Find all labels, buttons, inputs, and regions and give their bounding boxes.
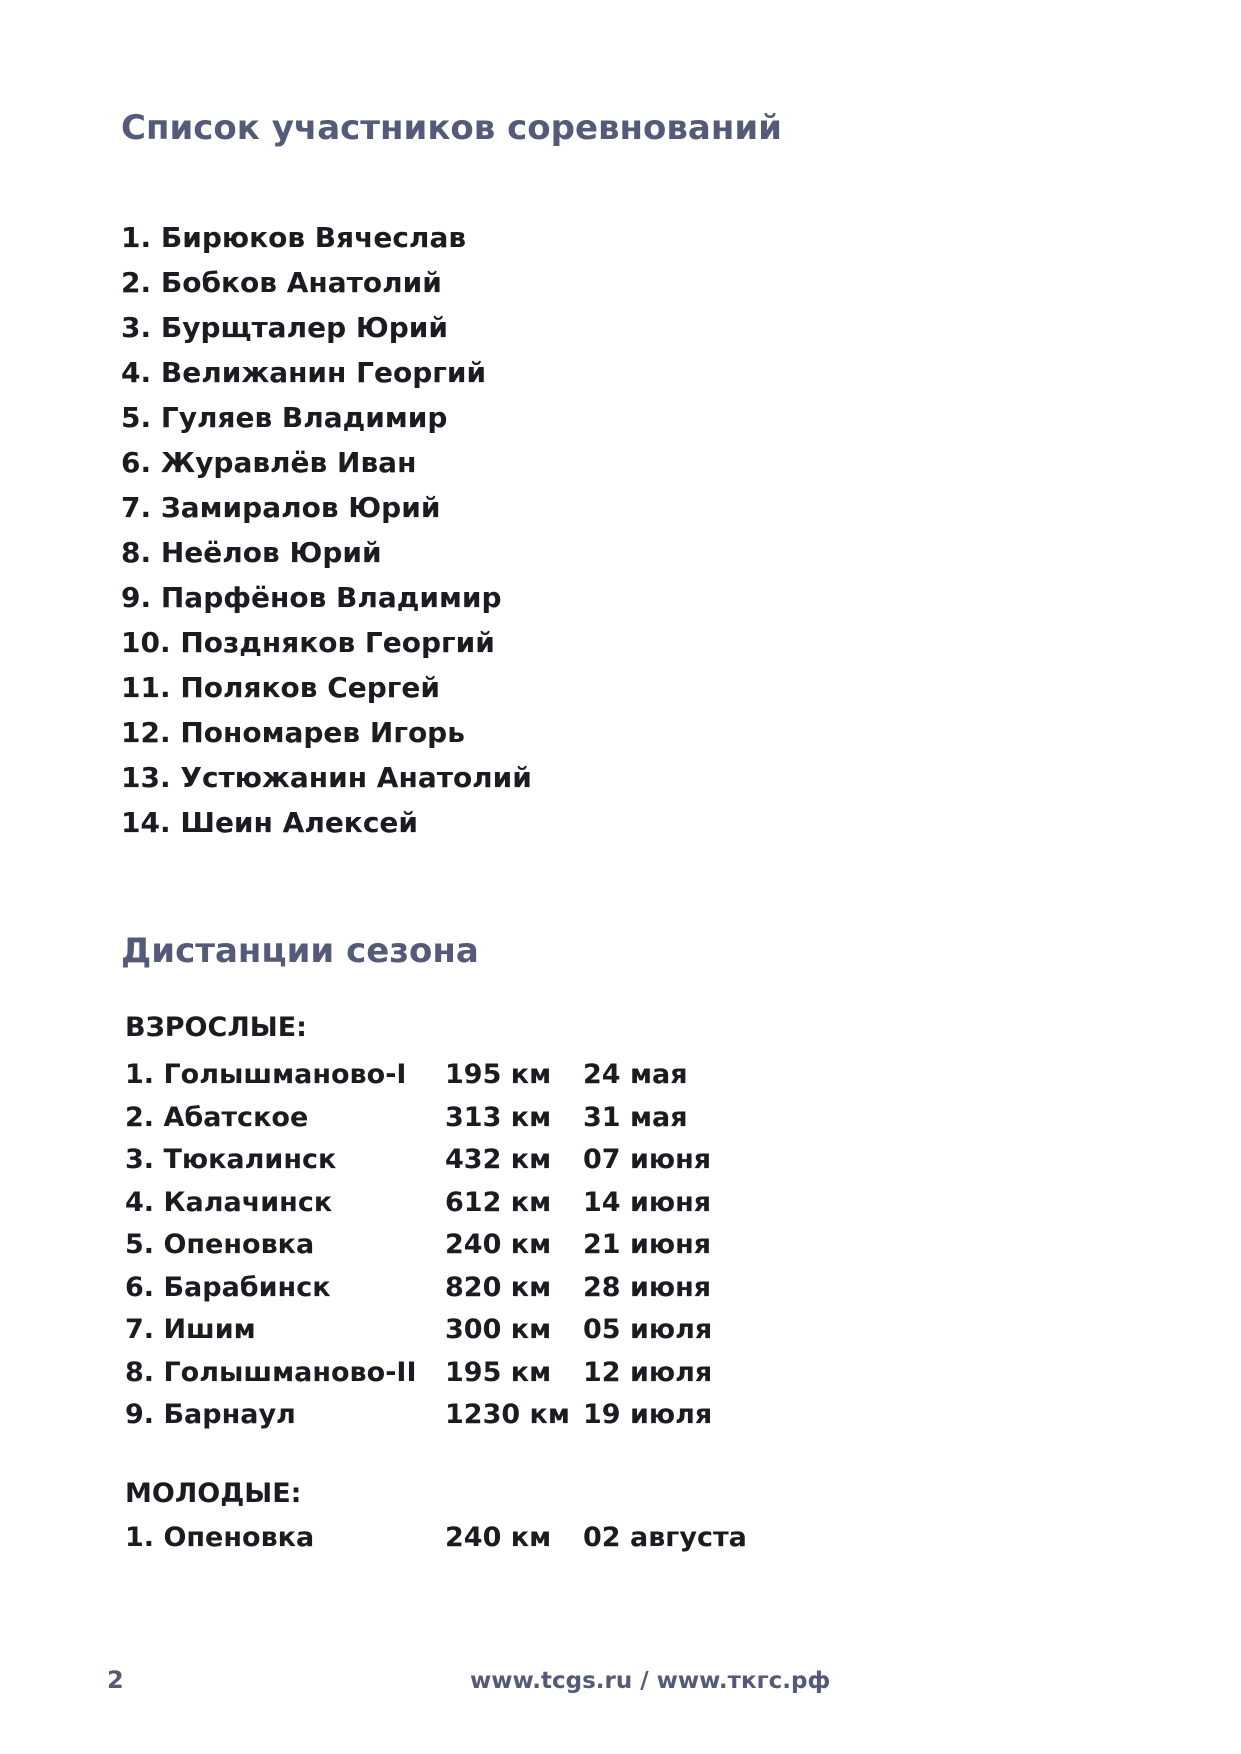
- distance-date: 05 июля: [583, 1314, 713, 1345]
- adults-label: ВЗРОСЛЫЕ:: [125, 1012, 307, 1043]
- participant-item: 4. Велижанин Георгий: [121, 356, 487, 389]
- participants-list: [121, 215, 532, 845]
- participants-title: Список участников соревнований: [121, 108, 782, 148]
- distance-date: 24 мая: [583, 1059, 688, 1090]
- participant-item: 6. Журавлёв Иван: [121, 446, 417, 479]
- distance-date: 31 мая: [583, 1101, 688, 1133]
- distance-place: 9. Барнаул: [125, 1399, 296, 1430]
- distance-km: 612 км: [445, 1186, 552, 1218]
- page-number: 2: [107, 1666, 124, 1694]
- participant-item: 12. Пономарев Игорь: [121, 716, 465, 749]
- distance-place: 6. Барабинск: [125, 1271, 331, 1303]
- distance-place: 4. Калачинск: [125, 1186, 333, 1218]
- distance-place: 5. Опеновка: [125, 1229, 315, 1260]
- distance-km: 820 км: [445, 1271, 552, 1303]
- footer-url: www.tcgs.ru / www.ткгс.рф: [470, 1668, 831, 1694]
- distance-km: 240 км: [445, 1229, 552, 1260]
- distance-date: 02 августа: [583, 1522, 747, 1553]
- participant-item: 13. Устюжанин Анатолий: [121, 761, 532, 794]
- distance-place: 3. Тюкалинск: [125, 1144, 337, 1175]
- participant-item: 8. Неёлов Юрий: [121, 536, 382, 569]
- participant-item: 14. Шеин Алексей: [121, 806, 419, 839]
- distance-place: 7. Ишим: [125, 1314, 256, 1345]
- distance-place: 1. Голышманово-I: [125, 1059, 407, 1090]
- participant-item: 10. Поздняков Георгий: [121, 626, 495, 659]
- distance-date: 28 июня: [583, 1271, 712, 1303]
- participant-item: 2. Бобков Анатолий: [121, 266, 442, 299]
- distance-km: 313 км: [445, 1101, 552, 1133]
- distance-km: 300 км: [445, 1314, 552, 1345]
- participant-item: 3. Бурщталер Юрий: [121, 311, 449, 344]
- participant-item: 9. Парфёнов Владимир: [121, 581, 502, 614]
- participant-item: 5. Гуляев Владимир: [121, 401, 448, 434]
- distance-km: 1230 км: [445, 1399, 570, 1430]
- participant-item: 11. Поляков Сергей: [121, 671, 441, 704]
- distance-date: 07 июня: [583, 1144, 712, 1175]
- distance-date: 21 июня: [583, 1229, 712, 1260]
- distances-title: Дистанции сезона: [121, 931, 479, 971]
- distance-date: 14 июня: [583, 1186, 712, 1218]
- distance-km: 195 км: [445, 1356, 552, 1388]
- distance-place: 2. Абатское: [125, 1101, 309, 1133]
- distance-place: 8. Голышманово-II: [125, 1356, 417, 1388]
- participant-item: 7. Замиралов Юрий: [121, 491, 441, 524]
- distance-date: 12 июля: [583, 1356, 713, 1388]
- distance-date: 19 июля: [583, 1399, 713, 1430]
- young-label: МОЛОДЫЕ:: [125, 1478, 302, 1509]
- distance-km: 195 км: [445, 1059, 552, 1090]
- distance-km: 240 км: [445, 1522, 552, 1553]
- distance-km: 432 км: [445, 1144, 552, 1175]
- distance-place: 1. Опеновка: [125, 1522, 315, 1553]
- participant-item: 1. Бирюков Вячеслав: [121, 221, 467, 254]
